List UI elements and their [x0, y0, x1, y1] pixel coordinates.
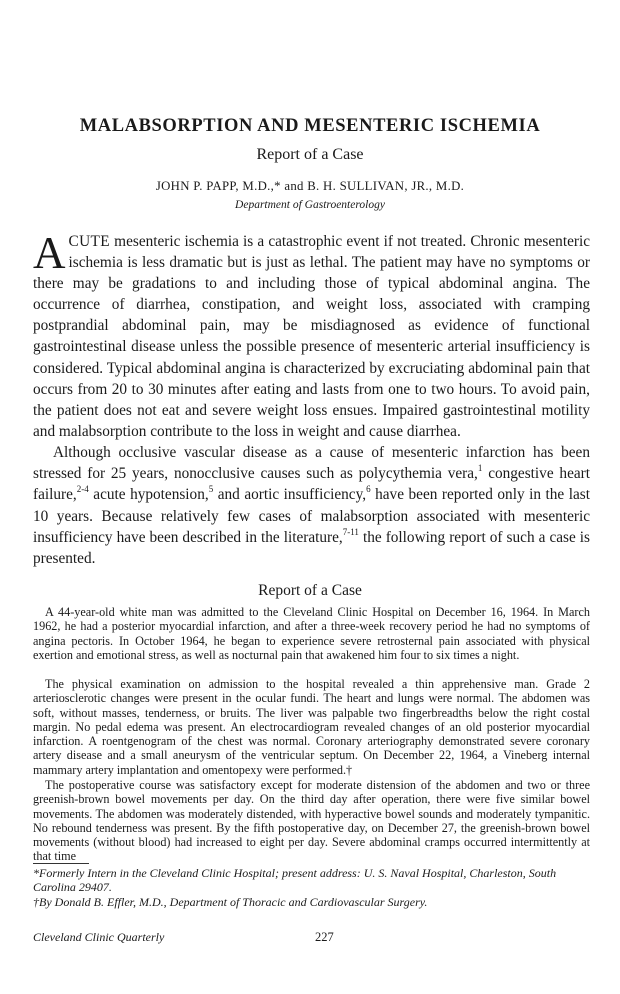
footnote-surgeon: †By Donald B. Effler, M.D., Department of Thoracic and Cardiovascular Surgery. — [33, 895, 428, 909]
footnote-author: *Formerly Intern in the Cleveland Clinic Hospital; present address: U. S. Naval Hospital, Charleston, South Carolina 29407. — [33, 866, 557, 895]
citation-ref: 5 — [208, 484, 214, 495]
citation-ref: 1 — [477, 463, 483, 474]
background-text-3: acute hypotension, — [88, 486, 209, 504]
citation-ref: 2-4 — [76, 484, 89, 495]
department-line: Department of Gastroenterology — [235, 199, 385, 211]
article-subtitle: Report of a Case — [256, 146, 364, 163]
background-text-6: the following report of such a case is presented. — [33, 528, 591, 568]
background-text-4: and aortic insufficiency, — [213, 486, 367, 504]
page-number: 227 — [315, 930, 334, 944]
drop-cap: A — [33, 228, 66, 278]
intro-text: mesenteric ischemia is a catastrophic event if not treated. Chronic mesenteric ischemia is less dramatic but is just as lethal. The patient may have no symptoms or there may be gradations to and including those of typical abdominal angina. The occurrence of diarrhea, constipation, and weight loss, associated with cramping postprandial abdominal pain, may be misdiagnosed as evidence of functional gastrointestinal disease unless the possible presence of mesenteric arterial insufficiency is considered. Typical abdominal angina is characterized by excruciating abdominal pain that occurs from 20 to 30 minutes after eating and lasts from one to two hours. To avoid pain, the patient does not eat and severe weight loss ensues. Impaired gastrointestinal motility and malabsorption contribute to the loss in weight and cause diarrhea. — [33, 233, 590, 440]
section-heading: Report of a Case — [258, 582, 362, 599]
background-text-1: Although occlusive vascular disease as a cause of mesenteric infarction has been stressed for 25 years, nonocclusive causes such as polycythemia vera, — [33, 444, 590, 483]
journal-name: Cleveland Clinic Quarterly — [33, 930, 165, 944]
intro-paragraph — [33, 228, 590, 442]
background-paragraph — [33, 442, 590, 569]
background-text-5: have been reported only in the last 10 years. Because relatively few cases of malabsorption associated with mesenteric insufficiency have been described in the literature, — [33, 486, 590, 546]
intro-lead-word: CUTE — [68, 233, 111, 250]
footnote-divider — [33, 863, 89, 864]
background-text-2: congestive heart failure, — [33, 465, 591, 504]
case-paragraph-examination: The physical examination on admission to the hospital revealed a thin apprehensive man. Grade 2 arteriosclerotic changes were present in the ocular fundi. The heart and lungs were normal. The abdomen was soft, without masses, tenderness, or bruits. The liver was palpable two fingerbreadths below the right costal margin. No pedal edema was present. An electrocardiogram revealed changes of an old posterior myocardial infarction. A roentgenogram of the chest was normal. Coronary arteriography demonstrated severe coronary artery disease and a small aneurysm of the ventricular septum. On December 22, 1964, a Vineberg internal mammary artery implantation and omentopexy were performed.† — [33, 677, 590, 777]
article-title: MALABSORPTION AND MESENTERIC ISCHEMIA — [79, 116, 541, 136]
citation-ref: 6 — [366, 484, 371, 495]
author-line: JOHN P. PAPP, M.D.,* and B. H. SULLIVAN, JR., M.D. — [155, 179, 465, 193]
citation-ref: 7-11 — [342, 526, 359, 537]
case-paragraph-postoperative: The postoperative course was satisfactory except for moderate distension of the abdomen and two or three greenish-brown bowel movements per day. On the third day after operation, there were five similar bowel movements. The abdomen was moderately distended, with hyperactive bowel sounds and moderately tympanitic. No rebound tenderness was present. By the fifth postoperative day, on December 27, the greenish-brown bowel movements (without blood) had increased to eight per day. Severe abdominal cramps occurred intermittently at that time — [33, 778, 590, 864]
case-paragraph-history: A 44-year-old white man was admitted to the Cleveland Clinic Hospital on December 16, 1964. In March 1962, he had a posterior myocardial infarction, and after a three-week recovery period he had no symptoms of angina pectoris. In October 1964, he began to experience severe retrosternal pain associated with physical exertion and emotional stress, as well as nocturnal pain that awakened him four to six times a night. — [33, 605, 590, 662]
